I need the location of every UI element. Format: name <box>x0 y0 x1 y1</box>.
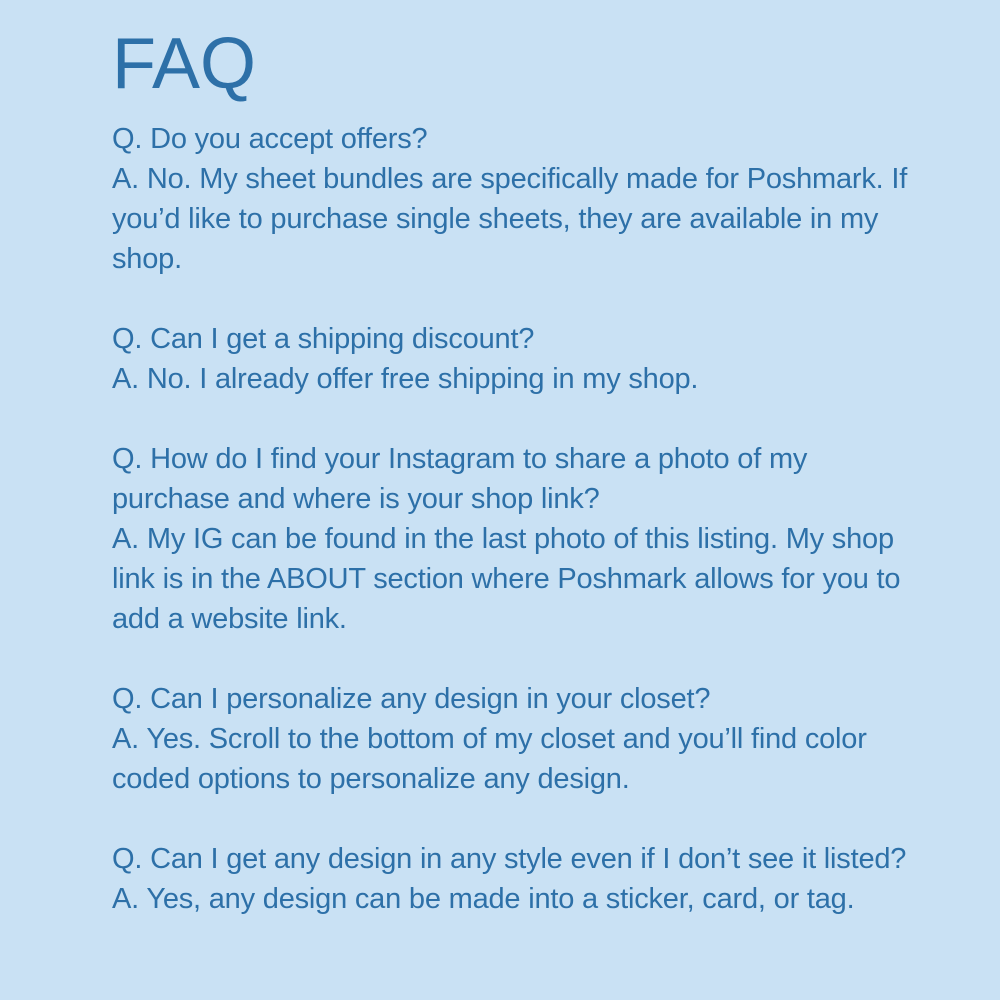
faq-question: Q. Can I personalize any design in your closet? <box>112 683 711 715</box>
faq-question: Q. Do you accept offers? <box>112 123 428 155</box>
faq-item <box>112 319 912 399</box>
faq-answer: A. Yes, any design can be made into a sticker, card, or tag. <box>112 883 855 915</box>
faq-item <box>112 439 912 639</box>
faq-answer: A. Yes. Scroll to the bottom of my closet and you’ll find color coded options to personalize any design. <box>112 723 867 795</box>
faq-question: Q. How do I find your Instagram to share a photo of my purchase and where is your shop link? <box>112 443 808 515</box>
faq-item <box>112 839 912 919</box>
faq-answer: A. No. My sheet bundles are specifically made for Poshmark. If you’d like to purchase single sheets, they are available in my shop. <box>112 163 908 275</box>
page-title: FAQ <box>112 24 257 104</box>
faq-item <box>112 679 912 799</box>
faq-answer: A. My IG can be found in the last photo of this listing. My shop link is in the ABOUT section where Poshmark allows for you to add a website link. <box>112 523 901 635</box>
faq-answer: A. No. I already offer free shipping in my shop. <box>112 363 699 395</box>
faq-question: Q. Can I get a shipping discount? <box>112 323 535 355</box>
faq-item <box>112 119 912 279</box>
faq-question: Q. Can I get any design in any style even if I don’t see it listed? <box>112 843 907 875</box>
